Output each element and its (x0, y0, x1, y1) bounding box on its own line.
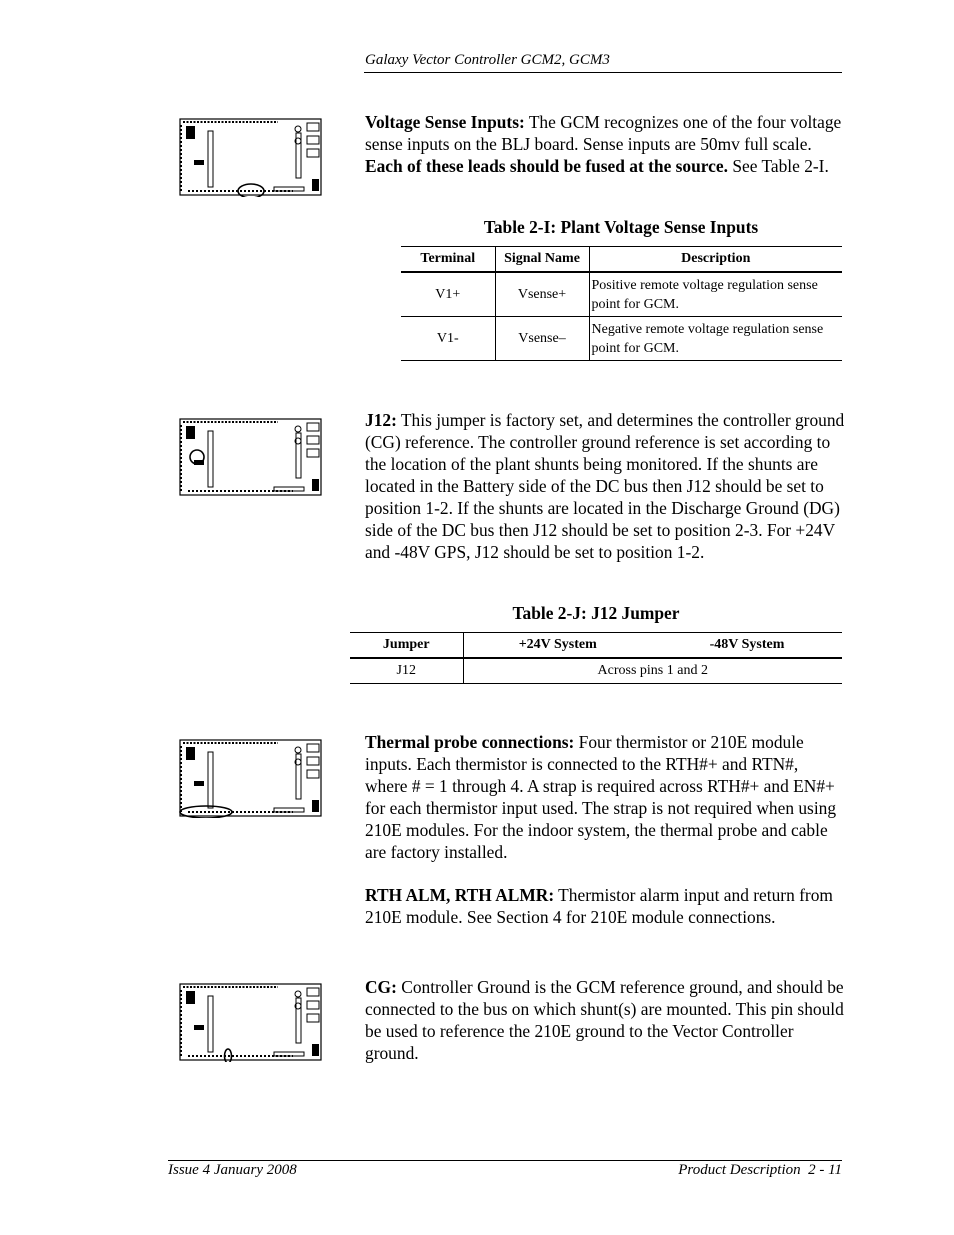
voltage-sense-lead: Voltage Sense Inputs: (365, 112, 525, 132)
footer-issue-date: Issue 4 January 2008 (168, 1162, 297, 1178)
table-cell: J12 (350, 658, 463, 684)
table-cell: Across pins 1 and 2 (463, 658, 842, 684)
rth-alm-text: Thermistor alarm input and return from 210E module. See Section 4 for 210E module connections. (365, 885, 833, 927)
board-diagram-cg (178, 982, 324, 1062)
thermal-probe-paragraph (365, 731, 845, 863)
table-cell: Positive remote voltage regulation sense point for GCM. (589, 272, 842, 317)
table-cell: Vsense+ (495, 272, 589, 317)
cg-lead: CG: (365, 977, 397, 997)
column-header: Signal Name (495, 247, 589, 273)
table-row (401, 317, 842, 361)
column-header: Description (589, 247, 842, 273)
voltage-sense-text-3: See Table 2-I. (727, 156, 829, 176)
voltage-sense-text-1: The GCM recognizes one of the four voltage sense inputs on the BLJ board. Sense inputs are 50mv full scale. (365, 112, 842, 154)
j12-paragraph (365, 409, 845, 563)
board-diagram-voltage-sense (178, 117, 324, 197)
header-rule (364, 72, 842, 73)
column-header: +24V System (463, 633, 652, 659)
footer-rule (168, 1160, 842, 1161)
cg-text: Controller Ground is the GCM reference ground, and should be connected to the bus on which shunt(s) are mounted. This pin should be used to reference the 210E ground to the Vector Controller ground. (365, 977, 844, 1063)
rth-alm-lead: RTH ALM, RTH ALMR: (365, 885, 555, 905)
table-cell: V1+ (401, 272, 495, 317)
j12-text: This jumper is factory set, and determines the controller ground (CG) reference. The controller ground reference is set according to the location of the plant shunts being monitored. If the shunts are located in the Battery side of the DC bus then J12 should be set to position 1-2. If the shunts are located in the Discharge Ground (DG) side of the DC bus then J12 should be set to position 2-3. For +24V and -48V GPS, J12 should be set to position 1-2. (365, 410, 845, 562)
table-header-row (350, 633, 842, 659)
table-header-row (401, 247, 842, 273)
table-row (350, 658, 842, 684)
board-diagram-thermal-probe (178, 738, 324, 818)
table-cell: Negative remote voltage regulation sense point for GCM. (589, 317, 842, 361)
table-cell: V1- (401, 317, 495, 361)
page-header-title: Galaxy Vector Controller GCM2, GCM3 (365, 52, 610, 68)
board-diagram-j12 (178, 417, 324, 497)
table-2j-caption: Table 2-J: J12 Jumper (512, 603, 680, 623)
table-row (401, 272, 842, 317)
j12-lead: J12: (365, 410, 397, 430)
cg-paragraph (365, 976, 845, 1064)
column-header: Jumper (350, 633, 463, 659)
rth-alm-paragraph (365, 884, 845, 928)
thermal-probe-lead: Thermal probe connections: (365, 732, 575, 752)
footer-page-number: Product Description 2 - 11 (678, 1162, 842, 1178)
column-header: -48V System (652, 633, 842, 659)
table-cell: Vsense– (495, 317, 589, 361)
table-2j (350, 632, 842, 684)
voltage-sense-paragraph (365, 111, 845, 177)
table-2i-caption: Table 2-I: Plant Voltage Sense Inputs (483, 217, 759, 237)
thermal-probe-text: Four thermistor or 210E module inputs. Each thermistor is connected to the RTH#+ and RTN#, where # = 1 through 4. A strap is required across RTH#+ and EN#+ for each thermistor input used. The strap is not required when using 210E modules. For the indoor system, the thermal probe and cable are factory installed. (365, 732, 837, 862)
voltage-sense-bold-2: Each of these leads should be fused at the source. (365, 156, 728, 176)
table-2i (401, 246, 842, 361)
column-header: Terminal (401, 247, 495, 273)
